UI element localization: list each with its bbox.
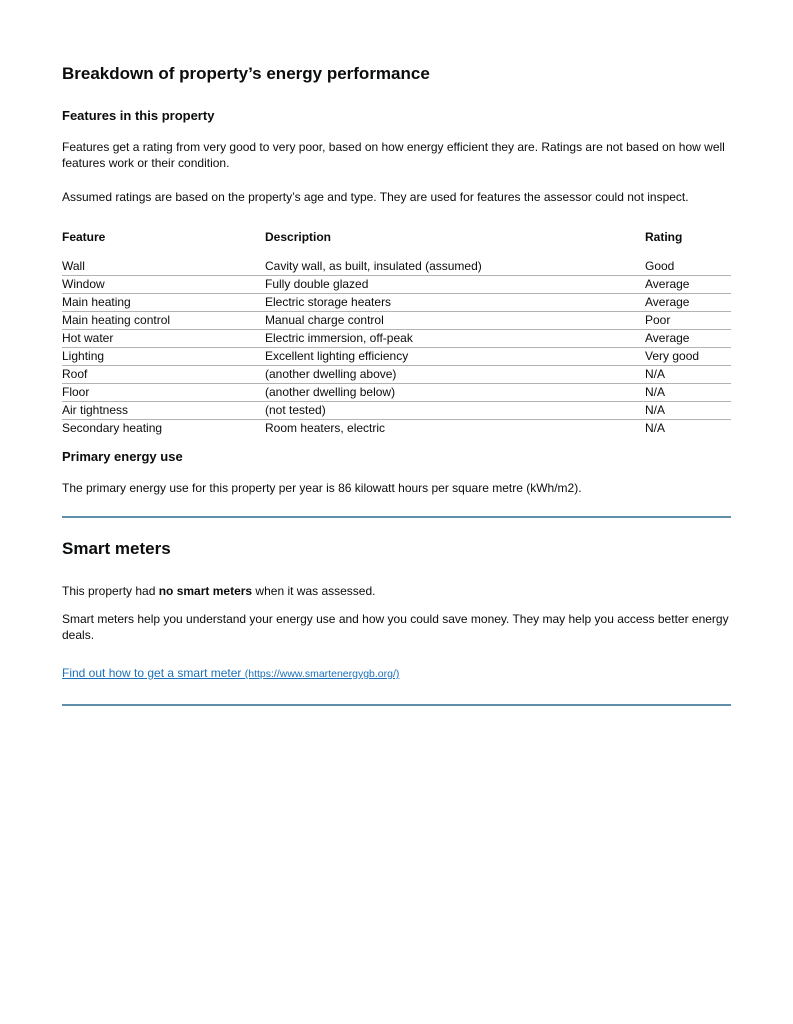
table-row xyxy=(62,294,731,312)
description-cell: (another dwelling above) xyxy=(265,366,645,384)
description-cell: (another dwelling below) xyxy=(265,384,645,402)
description-cell: Manual charge control xyxy=(265,312,645,330)
rating-cell: Good xyxy=(645,259,675,273)
assessed-suffix: when it was assessed. xyxy=(252,584,376,598)
column-header-rating: Rating xyxy=(645,230,683,244)
smart-meter-link-url: (https://www.smartenergygb.org/) xyxy=(244,668,400,680)
description-cell: Room heaters, electric xyxy=(265,420,645,438)
rating-cell: Very good xyxy=(645,348,731,366)
description-cell: (not tested) xyxy=(265,402,645,420)
table-row xyxy=(62,348,731,366)
table-row xyxy=(62,258,731,276)
description-cell: Electric storage heaters xyxy=(265,294,645,312)
table-row xyxy=(62,330,731,348)
feature-cell: Main heating xyxy=(62,294,265,312)
rating-cell: Average xyxy=(645,330,731,348)
table-row xyxy=(62,402,731,420)
feature-cell: Air tightness xyxy=(62,402,265,420)
table-row xyxy=(62,366,731,384)
features-table xyxy=(62,229,731,437)
feature-cell: Secondary heating xyxy=(62,420,265,438)
description-cell: Excellent lighting efficiency xyxy=(265,348,645,366)
table-row xyxy=(62,384,731,402)
description-cell: Electric immersion, off-peak xyxy=(265,330,645,348)
feature-cell: Wall xyxy=(62,259,85,273)
primary-energy-text: The primary energy use for this property per year is 86 kilowatt hours per square metre (kWh/m2). xyxy=(62,481,582,495)
assessed-prefix: This property had xyxy=(62,584,159,598)
rating-cell: Poor xyxy=(645,312,731,330)
column-header-feature: Feature xyxy=(62,230,106,244)
feature-cell: Window xyxy=(62,276,265,294)
rating-cell: Average xyxy=(645,276,731,294)
table-row xyxy=(62,420,731,438)
column-header-description: Description xyxy=(265,230,332,244)
rating-cell: N/A xyxy=(645,402,731,420)
rating-cell: N/A xyxy=(645,366,731,384)
rating-cell: Average xyxy=(645,294,731,312)
description-cell: Fully double glazed xyxy=(265,276,645,294)
assessed-bold: no smart meters xyxy=(158,584,253,598)
section-divider xyxy=(62,704,731,706)
smart-meters-info-paragraph: Smart meters help you understand your energy use and how you could save money. They may help you access better energy deals. xyxy=(62,612,729,642)
smart-meter-link-text: Find out how to get a smart meter xyxy=(62,666,245,680)
section-divider xyxy=(62,516,731,518)
table-header-row xyxy=(62,229,731,258)
table-row xyxy=(62,276,731,294)
primary-energy-heading: Primary energy use xyxy=(62,449,183,464)
smart-meters-assessed-text xyxy=(62,583,731,599)
features-heading: Features in this property xyxy=(62,108,215,123)
description-cell: Cavity wall, as built, insulated (assumed) xyxy=(265,259,482,273)
feature-cell: Hot water xyxy=(62,330,265,348)
smart-meters-heading: Smart meters xyxy=(62,539,171,558)
rating-cell: N/A xyxy=(645,420,731,438)
feature-cell: Roof xyxy=(62,366,265,384)
feature-cell: Lighting xyxy=(62,348,265,366)
smart-meter-link-line xyxy=(62,665,731,682)
features-intro-paragraph: Features get a rating from very good to very poor, based on how energy efficient they are. Ratings are not based on how well features work or their condition. xyxy=(62,140,725,170)
table-row xyxy=(62,312,731,330)
feature-cell: Main heating control xyxy=(62,312,265,330)
feature-cell: Floor xyxy=(62,384,265,402)
features-assumed-paragraph: Assumed ratings are based on the property’s age and type. They are used for features the assessor could not inspect. xyxy=(62,190,689,204)
page-title: Breakdown of property’s energy performance xyxy=(62,64,430,83)
rating-cell: N/A xyxy=(645,384,731,402)
smart-meter-link[interactable] xyxy=(62,666,399,680)
